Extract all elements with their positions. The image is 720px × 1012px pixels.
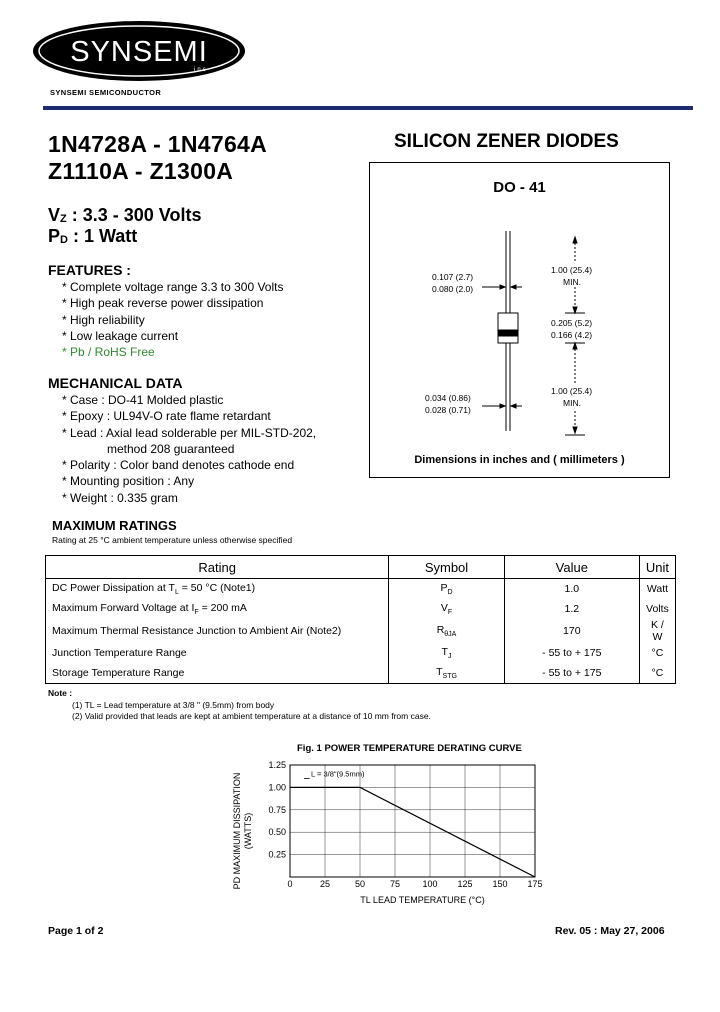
y-tick-label: 1.00: [268, 782, 286, 793]
table-row: DC Power Dissipation at $T_L = 50$ °C (Note1) $P_D$ 1.0 Watt: [46, 579, 676, 600]
y-tick-label: 0.25: [268, 849, 286, 860]
mechanical-title: MECHANICAL DATA: [48, 375, 183, 391]
x-tick-label: 75: [389, 879, 401, 889]
notes-title: Note :: [48, 688, 73, 698]
package-name: DO - 41: [493, 179, 546, 196]
plot-frame: [290, 765, 535, 877]
part-range-2: Z1110A - Z1300A: [48, 158, 234, 184]
dim-lead-len-bot-min: MIN.: [563, 398, 581, 408]
page-number: Page 1 of 2: [48, 925, 104, 937]
ratings-title: MAXIMUM RATINGS: [52, 518, 177, 533]
part-range-1: 1N4728A - 1N4764A: [48, 131, 268, 157]
x-tick-label: 150: [492, 879, 508, 889]
x-tick-label: 125: [457, 879, 473, 889]
pd-spec: $P_D$ : 1 Watt: [48, 226, 138, 246]
dim-wire-max: 0.034 (0.86): [425, 393, 471, 403]
list-item: * Mounting position : Any: [62, 474, 195, 489]
x-tick-label: 100: [422, 879, 438, 889]
list-item: * High reliability: [62, 312, 145, 327]
x-tick-label: 175: [527, 879, 543, 889]
y-tick-label: 1.25: [268, 760, 286, 770]
note-2: (2) Valid provided that leads are kept at ambient temperature at a distance of 10 mm from case.: [72, 711, 431, 721]
x-tick-label: 0: [287, 879, 293, 889]
dim-lead-dia-min: 0.080 (2.0): [432, 284, 474, 294]
vz-spec: $V_Z$ : 3.3 - 300 Volts: [48, 205, 202, 225]
product-title: SILICON ZENER DIODES: [394, 131, 619, 152]
header-rule: [43, 106, 693, 110]
y-tick-label: 0.75: [268, 804, 286, 815]
synsemi-logo: [31, 20, 247, 82]
table-row: Junction Temperature Range $T_J$ - 55 to + 175 °C: [46, 643, 676, 663]
grid: [290, 765, 535, 877]
ratings-table: [45, 555, 676, 684]
table-row: Storage Temperature Range $T_{STG}$ - 55 to + 175 °C: [46, 663, 676, 684]
package-drawing: [370, 163, 671, 479]
package-box: [369, 162, 670, 478]
dimension-note: Dimensions in inches and ( millimeters ): [414, 454, 625, 466]
y-tick-labels: [268, 760, 286, 860]
dim-lead-len-bot: 1.00 (25.4): [551, 386, 593, 396]
col-value: Value: [504, 556, 639, 579]
revision: Rev. 05 : May 27, 2006: [555, 925, 665, 937]
list-item: method 208 guaranteed: [107, 441, 235, 456]
dim-lead-len-top: 1.00 (25.4): [551, 265, 593, 275]
ratings-subtitle: Rating at 25 °C ambient temperature unless otherwise specified: [52, 535, 293, 545]
dim-body-min: 0.166 (4.2): [551, 330, 593, 340]
x-axis-label: TL LEAD TEMPERATURE (°C): [360, 895, 485, 905]
note-1: (1) TL = Lead temperature at 3/8 " (9.5mm) from body: [72, 699, 275, 710]
mechanical-list: [62, 392, 316, 506]
notes: [48, 688, 431, 723]
logo-suffix: inc: [194, 67, 208, 73]
rohs-item: * Pb / RoHS Free: [62, 345, 155, 360]
chart-annotation: L = 3/8"(9.5mm): [311, 769, 365, 779]
logo-brand: SYNSEMI: [70, 36, 208, 68]
x-tick-label: 50: [354, 879, 366, 889]
list-item: * High peak reverse power dissipation: [62, 296, 264, 311]
dim-wire-min: 0.028 (0.71): [425, 405, 471, 415]
features-list: [62, 279, 283, 360]
x-tick-label: 25: [319, 879, 331, 889]
col-unit: Unit: [639, 556, 675, 579]
y-axis-label: PD MAXIMUM DISSIPATION: [232, 772, 242, 890]
y-tick-label: 0.50: [268, 827, 286, 838]
table-row: Maximum Thermal Resistance Junction to Ambient Air (Note2) $R_{\theta JA}$ 170 K / W: [46, 619, 676, 643]
dim-body-max: 0.205 (5.2): [551, 318, 593, 328]
col-rating: Rating: [46, 556, 389, 579]
list-item: * Case : DO-41 Molded plastic: [62, 393, 224, 407]
list-item: * Epoxy : UL94V-O rate flame retardant: [62, 409, 271, 424]
list-item: * Polarity : Color band denotes cathode end: [62, 458, 295, 473]
features-title: FEATURES :: [48, 262, 131, 278]
derating-chart: [220, 755, 560, 915]
company-name: SYNSEMI SEMICONDUCTOR: [50, 88, 162, 97]
y-axis-unit: (WATTS): [243, 812, 253, 850]
table-row: Maximum Forward Voltage at $I_F = 200$ mA $V_F$ 1.2 Volts: [46, 599, 676, 619]
dim-lead-dia-max: 0.107 (2.7): [432, 272, 474, 282]
list-item: * Weight : 0.335 gram: [62, 490, 178, 505]
chart-title: Fig. 1 POWER TEMPERATURE DERATING CURVE: [297, 743, 522, 754]
list-item: * Low leakage current: [62, 328, 179, 343]
col-symbol: Symbol: [389, 556, 504, 579]
list-item: * Lead : Axial lead solderable per MIL-STD-202,: [62, 425, 317, 440]
dim-lead-len-top-min: MIN.: [563, 277, 581, 287]
x-tick-labels: [287, 879, 542, 889]
list-item: * Complete voltage range 3.3 to 300 Volts: [62, 280, 284, 294]
